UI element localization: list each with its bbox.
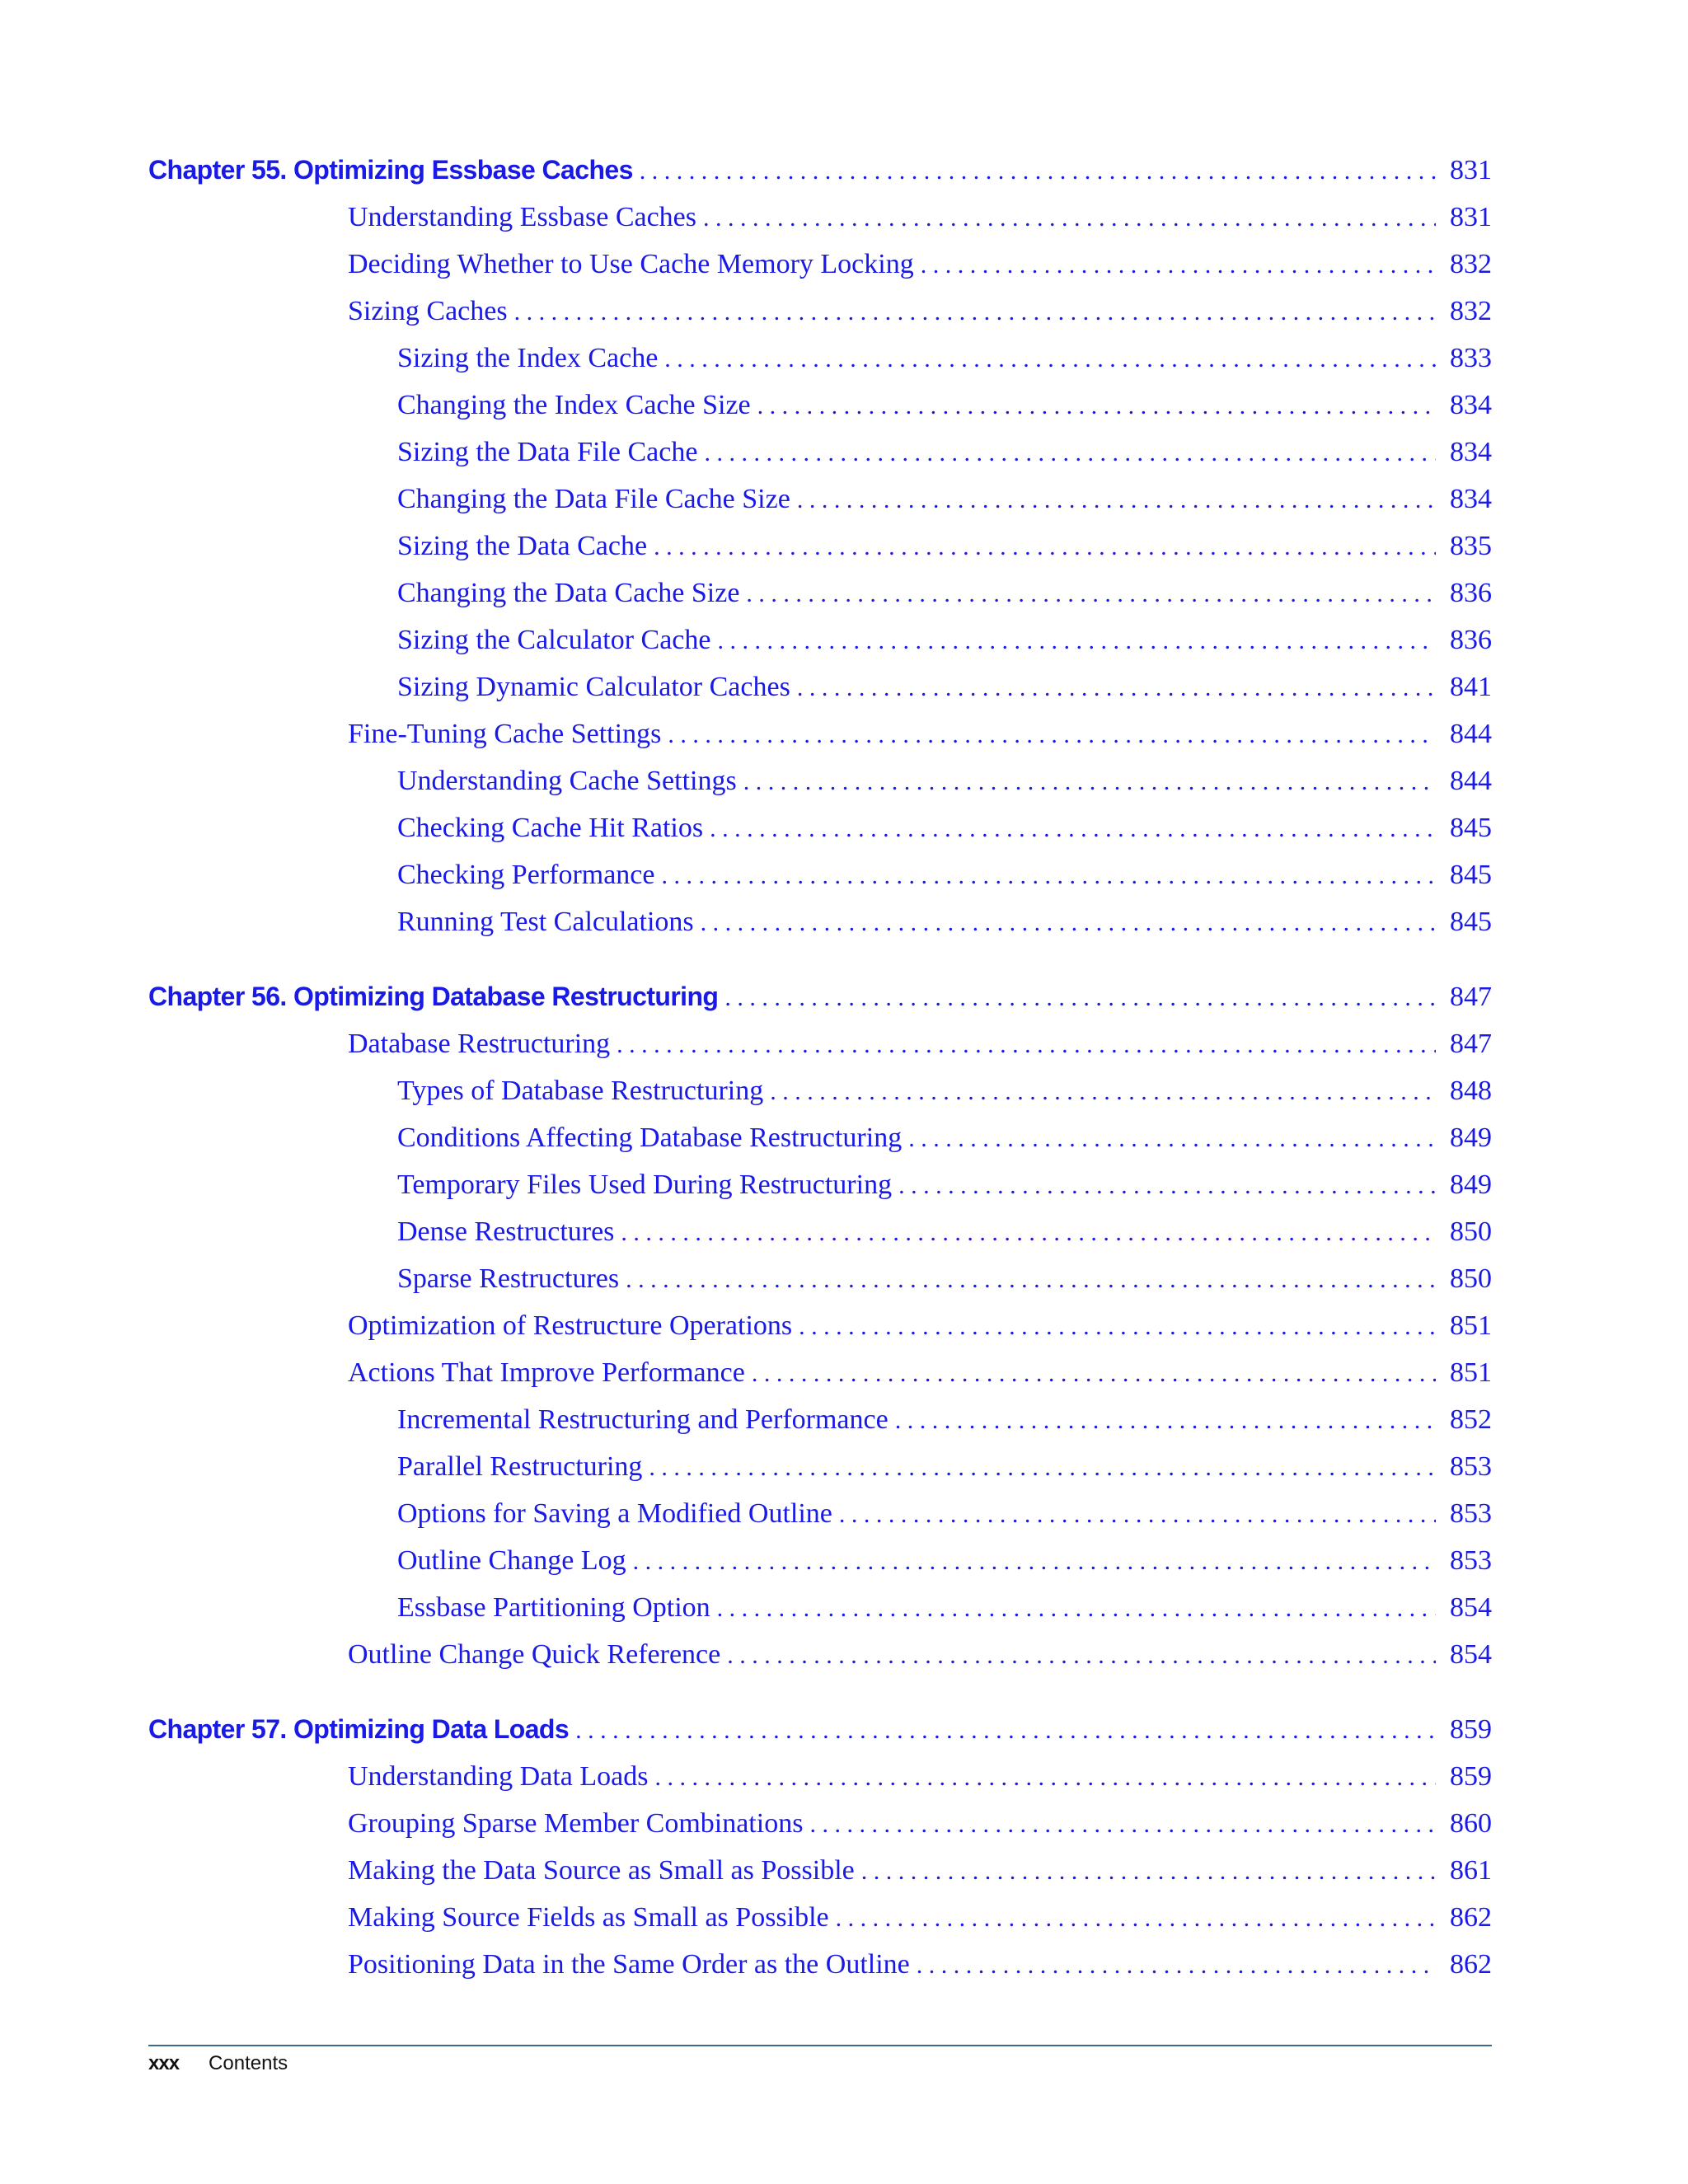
toc-subentry[interactable]	[148, 804, 1492, 851]
toc-page-number: 861	[1450, 1855, 1492, 1886]
toc-subentry[interactable]	[148, 616, 1492, 663]
dot-leader	[797, 664, 1436, 711]
toc-entry-label: Parallel Restructuring	[397, 1451, 643, 1482]
dot-leader	[633, 1538, 1436, 1585]
toc-page-number: 834	[1450, 390, 1492, 420]
toc-entry-label: Changing the Data File Cache Size	[397, 484, 790, 514]
toc-page-number: 847	[1450, 982, 1492, 1012]
toc-page-number: 845	[1450, 907, 1492, 937]
toc-page-number: 841	[1450, 672, 1492, 702]
dot-leader	[704, 429, 1436, 476]
toc-entry-label: Dense Restructures	[397, 1216, 615, 1247]
dot-leader	[575, 1707, 1436, 1754]
toc-subentry[interactable]	[148, 1443, 1492, 1490]
toc-entry-label: Making Source Fields as Small as Possible	[348, 1902, 829, 1933]
toc-page-number: 835	[1450, 531, 1492, 561]
toc-entry-label: Incremental Restructuring and Performance	[397, 1404, 889, 1435]
dot-leader	[917, 1942, 1436, 1989]
toc-entry-label: Conditions Affecting Database Restructuring	[397, 1122, 903, 1153]
toc-chapter-56[interactable]	[148, 973, 1492, 1020]
toc-page-number: 854	[1450, 1639, 1492, 1670]
footer-rule	[148, 2045, 1492, 2046]
dot-leader	[626, 1256, 1436, 1303]
dot-leader	[654, 1754, 1436, 1801]
toc-entry-label: Understanding Essbase Caches	[348, 202, 697, 232]
toc-page-number: 853	[1450, 1451, 1492, 1482]
toc-subentry[interactable]	[148, 523, 1492, 569]
toc-chapter-55[interactable]	[148, 147, 1492, 194]
toc-page-number: 849	[1450, 1122, 1492, 1153]
toc-entry-label: Sizing Dynamic Calculator Caches	[397, 672, 790, 702]
toc-entry-label: Changing the Data Cache Size	[397, 578, 740, 608]
toc-subentry[interactable]	[148, 335, 1492, 382]
toc-entry[interactable]	[148, 1847, 1492, 1894]
toc-page-number: 844	[1450, 766, 1492, 796]
toc-subentry[interactable]	[148, 1396, 1492, 1443]
toc-subentry[interactable]	[148, 476, 1492, 523]
toc-entry[interactable]	[148, 1302, 1492, 1349]
dot-leader	[621, 1209, 1436, 1256]
toc-entry[interactable]	[148, 1349, 1492, 1396]
table-of-contents	[148, 147, 1492, 1988]
dot-leader	[727, 1632, 1436, 1679]
dot-leader	[703, 194, 1436, 241]
toc-entry[interactable]	[148, 1894, 1492, 1941]
page-footer	[148, 2052, 288, 2075]
page-folio: xxx	[148, 2052, 180, 2074]
toc-entry-label: Sizing the Calculator Cache	[397, 625, 711, 655]
toc-subentry[interactable]	[148, 851, 1492, 898]
toc-subentry[interactable]	[148, 663, 1492, 710]
dot-leader	[836, 1895, 1436, 1942]
toc-page-number: 853	[1450, 1545, 1492, 1576]
dot-leader	[746, 570, 1436, 617]
toc-entry-label: Changing the Index Cache Size	[397, 390, 751, 420]
toc-subentry[interactable]	[148, 1208, 1492, 1255]
toc-page-number: 859	[1450, 1714, 1492, 1745]
toc-entry-label: Outline Change Quick Reference	[348, 1639, 721, 1670]
toc-page-number: 854	[1450, 1592, 1492, 1623]
toc-chapter-title: Chapter 56. Optimizing Database Restructuring	[148, 982, 719, 1011]
toc-entry-label: Making the Data Source as Small as Possible	[348, 1855, 855, 1886]
toc-subentry[interactable]	[148, 1067, 1492, 1114]
dot-leader	[743, 758, 1436, 805]
toc-entry-label: Optimization of Restructure Operations	[348, 1310, 793, 1341]
dot-leader	[752, 1350, 1436, 1397]
toc-entry[interactable]	[148, 1800, 1492, 1847]
toc-page-number: 844	[1450, 719, 1492, 749]
toc-entry-label: Sparse Restructures	[397, 1263, 620, 1294]
dot-leader	[724, 974, 1436, 1021]
dot-leader	[908, 1115, 1436, 1162]
dot-leader	[668, 711, 1436, 758]
dot-leader	[717, 1585, 1436, 1632]
toc-page-number: 831	[1450, 155, 1492, 185]
dot-leader	[617, 1021, 1436, 1068]
toc-page-number: 831	[1450, 202, 1492, 232]
toc-page-number: 853	[1450, 1498, 1492, 1529]
toc-entry[interactable]	[148, 1631, 1492, 1678]
toc-subentry[interactable]	[148, 1584, 1492, 1631]
toc-page-number: 836	[1450, 578, 1492, 608]
toc-subentry[interactable]	[148, 1161, 1492, 1208]
toc-entry-label: Outline Change Log	[397, 1545, 626, 1576]
toc-entry-label: Checking Cache Hit Ratios	[397, 813, 704, 843]
toc-page-number: 848	[1450, 1076, 1492, 1106]
toc-page-number: 847	[1450, 1029, 1492, 1059]
toc-entry-label: Sizing the Data File Cache	[397, 437, 698, 467]
dot-leader	[664, 335, 1436, 382]
toc-entry[interactable]	[148, 288, 1492, 335]
toc-entry[interactable]	[148, 194, 1492, 241]
dot-leader	[701, 899, 1436, 946]
toc-page-number: 832	[1450, 249, 1492, 279]
toc-entry-label: Sizing the Data Cache	[397, 531, 648, 561]
toc-entry[interactable]	[148, 1941, 1492, 1988]
toc-entry[interactable]	[148, 1753, 1492, 1800]
toc-page-number: 849	[1450, 1169, 1492, 1200]
toc-entry-label: Deciding Whether to Use Cache Memory Locking	[348, 249, 914, 279]
toc-page-number: 833	[1450, 343, 1492, 373]
toc-subentry[interactable]	[148, 569, 1492, 616]
dot-leader	[514, 288, 1436, 335]
toc-subentry[interactable]	[148, 1490, 1492, 1537]
toc-entry-label: Options for Saving a Modified Outline	[397, 1498, 832, 1529]
toc-entry-label: Sizing Caches	[348, 296, 508, 326]
dot-leader	[710, 805, 1436, 852]
toc-page-number: 832	[1450, 296, 1492, 326]
dot-leader	[809, 1801, 1436, 1848]
toc-chapter-title: Chapter 57. Optimizing Data Loads	[148, 1714, 570, 1744]
toc-subentry[interactable]	[148, 1114, 1492, 1161]
toc-entry-label: Positioning Data in the Same Order as the Outline	[348, 1949, 910, 1980]
dot-leader	[649, 1444, 1436, 1491]
dot-leader	[839, 1491, 1436, 1538]
dot-leader	[718, 617, 1437, 664]
toc-page-number: 845	[1450, 860, 1492, 890]
toc-page-number: 836	[1450, 625, 1492, 655]
dot-leader	[895, 1397, 1436, 1444]
toc-entry-label: Understanding Data Loads	[348, 1761, 649, 1792]
toc-entry-label: Sizing the Index Cache	[397, 343, 659, 373]
toc-entry-label: Understanding Cache Settings	[397, 766, 737, 796]
toc-entry-label: Fine-Tuning Cache Settings	[348, 719, 662, 749]
toc-page-number: 845	[1450, 813, 1492, 843]
toc-entry[interactable]	[148, 710, 1492, 757]
toc-entry-label: Grouping Sparse Member Combinations	[348, 1808, 804, 1839]
toc-page-number: 860	[1450, 1808, 1492, 1839]
toc-entry-label: Temporary Files Used During Restructuring	[397, 1169, 893, 1200]
dot-leader	[898, 1162, 1436, 1209]
toc-page-number: 850	[1450, 1263, 1492, 1294]
toc-page-number: 834	[1450, 437, 1492, 467]
dot-leader	[662, 852, 1437, 899]
toc-page-number: 834	[1450, 484, 1492, 514]
toc-page-number: 851	[1450, 1357, 1492, 1388]
toc-entry-label: Types of Database Restructuring	[397, 1076, 764, 1106]
toc-page-number: 852	[1450, 1404, 1492, 1435]
dot-leader	[921, 241, 1436, 288]
toc-subentry[interactable]	[148, 1537, 1492, 1584]
footer-section-name: Contents	[209, 2052, 288, 2074]
toc-entry[interactable]	[148, 241, 1492, 288]
toc-subentry[interactable]	[148, 382, 1492, 429]
toc-page-number: 862	[1450, 1949, 1492, 1980]
toc-subentry[interactable]	[148, 898, 1492, 945]
toc-entry[interactable]	[148, 1020, 1492, 1067]
toc-subentry[interactable]	[148, 757, 1492, 804]
toc-chapter-title: Chapter 55. Optimizing Essbase Caches	[148, 155, 633, 185]
dot-leader	[640, 148, 1436, 194]
toc-entry-label: Actions That Improve Performance	[348, 1357, 745, 1388]
dot-leader	[654, 523, 1436, 570]
toc-subentry[interactable]	[148, 1255, 1492, 1302]
toc-subentry[interactable]	[148, 429, 1492, 476]
toc-page-number: 862	[1450, 1902, 1492, 1933]
toc-page-number: 859	[1450, 1761, 1492, 1792]
toc-entry-label: Checking Performance	[397, 860, 655, 890]
toc-entry-label: Database Restructuring	[348, 1029, 611, 1059]
toc-entry-label: Running Test Calculations	[397, 907, 694, 937]
toc-entry-label: Essbase Partitioning Option	[397, 1592, 710, 1623]
dot-leader	[861, 1848, 1436, 1895]
dot-leader	[797, 476, 1436, 523]
dot-leader	[770, 1068, 1436, 1115]
dot-leader	[757, 382, 1436, 429]
toc-page-number: 851	[1450, 1310, 1492, 1341]
dot-leader	[799, 1303, 1436, 1350]
toc-chapter-57[interactable]	[148, 1706, 1492, 1753]
toc-page-number: 850	[1450, 1216, 1492, 1247]
